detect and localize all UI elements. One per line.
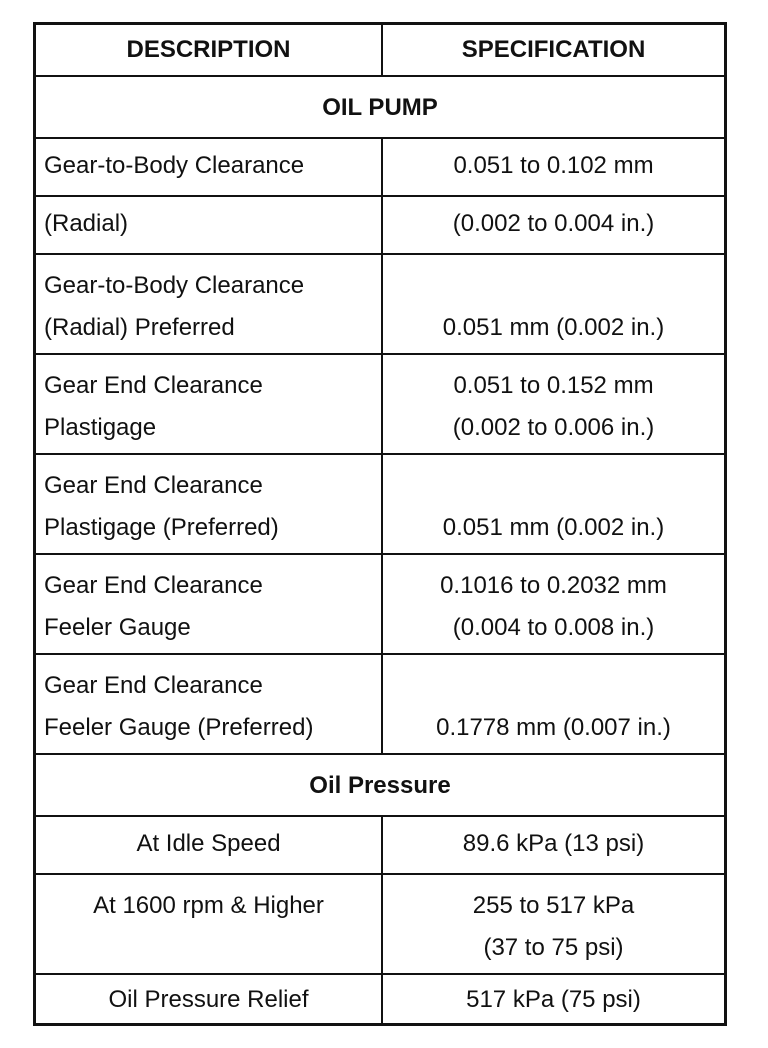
specification-line: (0.002 to 0.006 in.) [452, 414, 655, 441]
description-line: Feeler Gauge (Preferred) [44, 714, 314, 741]
table-row [36, 653, 724, 753]
table-row [36, 195, 724, 253]
table-row [36, 453, 724, 553]
specification-line: (0.004 to 0.008 in.) [452, 614, 655, 641]
description-line: Gear End Clearance [44, 672, 263, 699]
specification-cell [383, 975, 724, 1023]
specification-cell [383, 655, 724, 753]
table-row [36, 973, 724, 1023]
section-row-oil-pump [36, 75, 724, 137]
description-cell [36, 197, 383, 253]
specification-line: 0.051 to 0.102 mm [453, 152, 654, 179]
specification-cell [383, 875, 724, 973]
description-cell [36, 817, 383, 873]
description-line: Gear End Clearance [44, 572, 263, 599]
description-line: Plastigage (Preferred) [44, 514, 279, 541]
column-header-specification: SPECIFICATION [461, 36, 646, 63]
specification-cell [383, 455, 724, 553]
specification-line: 89.6 kPa (13 psi) [462, 830, 645, 857]
description-line: Feeler Gauge [44, 614, 191, 641]
specification-cell [383, 139, 724, 195]
specification-table [33, 22, 727, 1026]
specification-line: 517 kPa (75 psi) [466, 986, 641, 1013]
section-title: Oil Pressure [309, 772, 451, 799]
specification-line: (37 to 75 psi) [483, 934, 624, 961]
description-line: Gear End Clearance [44, 372, 263, 399]
specification-cell [383, 255, 724, 353]
specification-cell [383, 355, 724, 453]
specification-line: 0.051 mm (0.002 in.) [442, 314, 665, 341]
description-cell [36, 455, 383, 553]
description-line: At Idle Speed [136, 830, 281, 857]
column-header-description: DESCRIPTION [36, 25, 383, 75]
specification-cell [383, 817, 724, 873]
description-cell [36, 355, 383, 453]
table-row [36, 137, 724, 195]
description-line: Gear-to-Body Clearance [44, 272, 305, 299]
specification-cell [383, 555, 724, 653]
table-row [36, 353, 724, 453]
table-row [36, 553, 724, 653]
specification-line: 0.051 mm (0.002 in.) [442, 514, 665, 541]
description-line: (Radial) [44, 210, 129, 237]
specification-cell [383, 197, 724, 253]
description-line: Oil Pressure Relief [108, 986, 309, 1013]
section-row-oil-pressure [36, 753, 724, 815]
description-cell [36, 875, 383, 973]
section-title: OIL PUMP [322, 94, 438, 121]
description-line: (Radial) Preferred [44, 314, 235, 341]
table-row [36, 253, 724, 353]
table-row [36, 873, 724, 973]
specification-line: 0.1016 to 0.2032 mm [440, 572, 667, 599]
description-cell [36, 255, 383, 353]
table-row [36, 815, 724, 873]
description-cell [36, 975, 383, 1023]
table-header-row [36, 25, 724, 75]
specification-line: 255 to 517 kPa [472, 892, 635, 919]
description-cell [36, 555, 383, 653]
specification-line: (0.002 to 0.004 in.) [452, 210, 655, 237]
description-line: Gear-to-Body Clearance [44, 152, 305, 179]
description-line: Gear End Clearance [44, 472, 263, 499]
description-cell [36, 655, 383, 753]
specification-line: 0.051 to 0.152 mm [453, 372, 654, 399]
description-line: Plastigage [44, 414, 157, 441]
description-cell [36, 139, 383, 195]
description-line: At 1600 rpm & Higher [93, 892, 324, 919]
specification-line: 0.1778 mm (0.007 in.) [436, 714, 671, 741]
